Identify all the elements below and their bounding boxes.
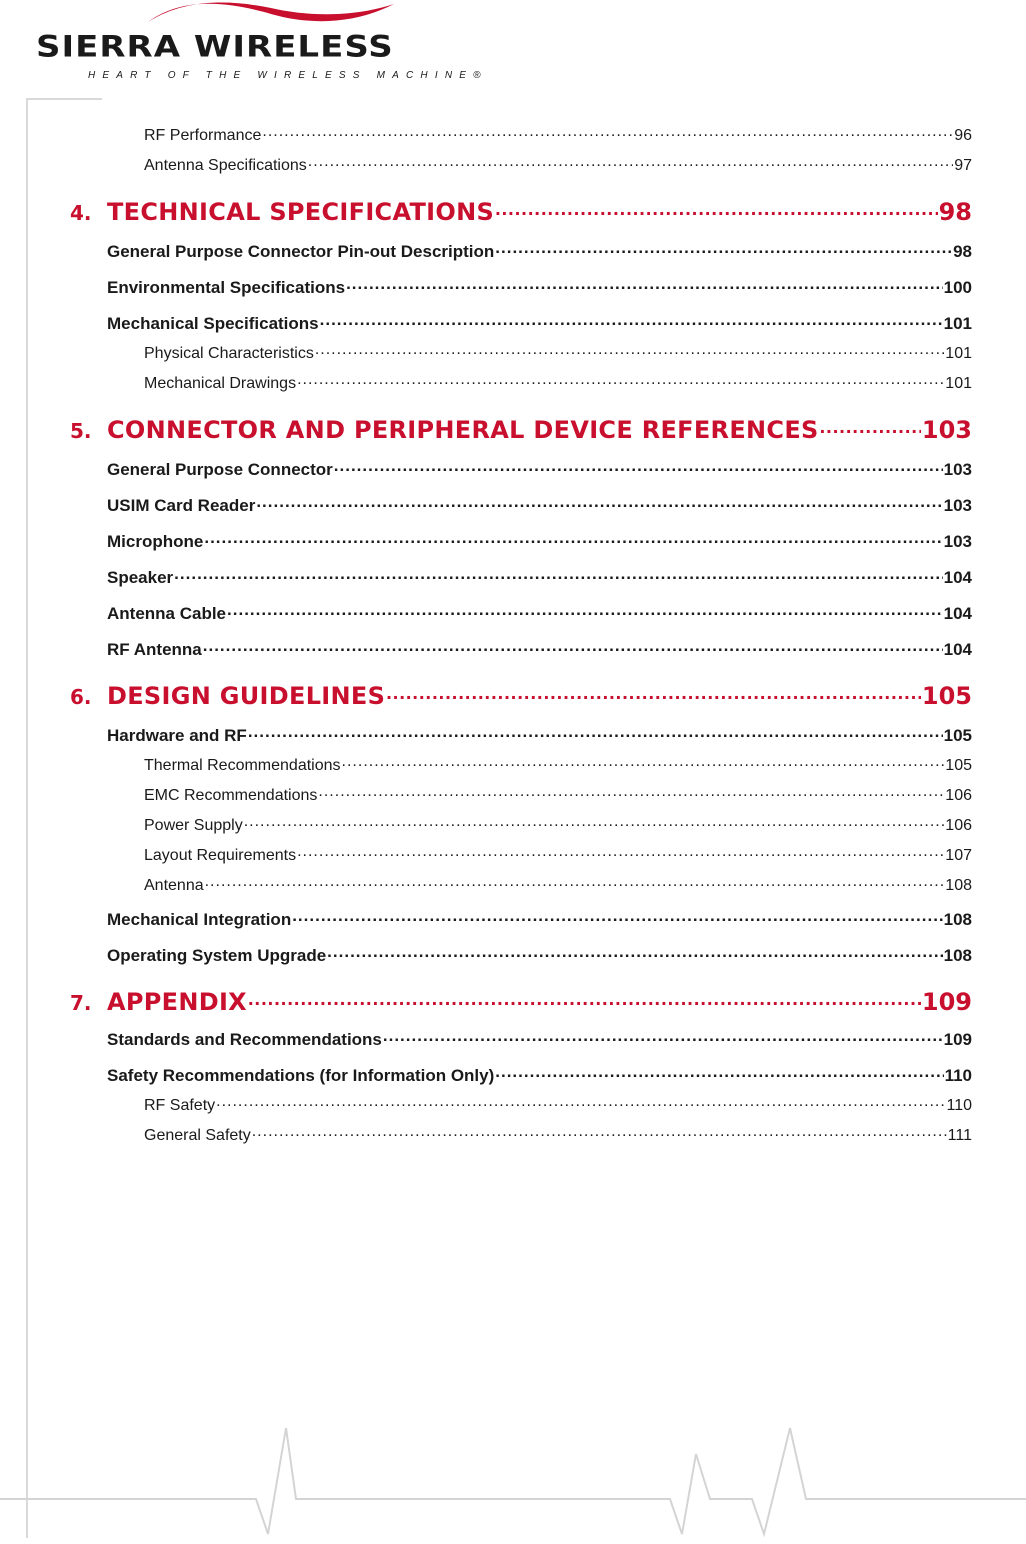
toc-section[interactable] — [107, 276, 972, 300]
toc-chapter-number: 5. — [70, 419, 92, 443]
toc-section[interactable] — [107, 240, 972, 264]
toc-leader-dots — [262, 124, 953, 140]
toc-section[interactable] — [107, 566, 972, 590]
toc-leader-dots — [342, 754, 945, 770]
toc-entry-title: Standards and Recommendations — [107, 1030, 382, 1049]
toc-chapter[interactable] — [70, 680, 972, 712]
toc-section[interactable] — [107, 602, 972, 626]
toc-leader-dots — [174, 566, 942, 583]
toc-entry-title: General Safety — [144, 1127, 251, 1144]
toc-page-number: 108 — [943, 910, 972, 929]
toc-page-number: 98 — [953, 242, 972, 261]
toc-leader-dots — [292, 908, 942, 925]
toc-entry-title: Layout Requirements — [144, 847, 297, 864]
toc-leader-dots — [820, 414, 921, 438]
sierra-wireless-logo — [36, 0, 488, 90]
toc-section[interactable] — [107, 1064, 972, 1088]
toc-page-number: 97 — [954, 157, 972, 174]
toc-chapter[interactable] — [70, 986, 972, 1018]
brand-name: SIERRA WIRELESS — [36, 30, 394, 64]
toc-chapter[interactable] — [70, 196, 972, 228]
toc-page-number: 106 — [945, 787, 972, 804]
toc-leader-dots — [204, 530, 942, 547]
toc-chapter[interactable] — [70, 414, 972, 446]
toc-entry-title: Antenna Specifications — [144, 157, 307, 174]
toc-subsection[interactable] — [144, 874, 972, 898]
toc-entry-title: Antenna Cable — [107, 604, 227, 623]
toc-entry-title: Hardware and RF — [107, 726, 247, 745]
toc-subsection[interactable] — [144, 784, 972, 808]
toc-leader-dots — [203, 638, 943, 655]
toc-entry-title: CONNECTOR AND PERIPHERAL DEVICE REFERENCES — [107, 416, 819, 444]
toc-page-number: 107 — [945, 847, 972, 864]
toc-leader-dots — [327, 944, 942, 961]
toc-section[interactable] — [107, 312, 972, 336]
toc-section[interactable] — [107, 458, 972, 482]
toc-entry-title: Antenna — [144, 877, 204, 894]
toc-entry-title: TECHNICAL SPECIFICATIONS — [107, 198, 495, 226]
toc-page-number: 103 — [943, 496, 972, 515]
toc-page-number: 105 — [921, 682, 972, 710]
toc-subsection[interactable] — [144, 124, 972, 148]
toc-section[interactable] — [107, 530, 972, 554]
toc-section[interactable] — [107, 944, 972, 968]
toc-leader-dots — [495, 196, 938, 220]
brand-tagline: HEART OF THE WIRELESS MACHINE® — [88, 70, 488, 81]
toc-page-number: 103 — [943, 460, 972, 479]
toc-page-number: 108 — [943, 946, 972, 965]
toc-entry-title: Power Supply — [144, 817, 243, 834]
toc-leader-dots — [297, 372, 944, 388]
toc-entry-title: General Purpose Connector Pin-out Description — [107, 242, 495, 261]
toc-leader-dots — [227, 602, 943, 619]
toc-chapter-number: 6. — [70, 685, 92, 709]
page-frame-left — [26, 98, 28, 1538]
toc-page-number: 101 — [945, 375, 972, 392]
toc-entry-title: Thermal Recommendations — [144, 757, 341, 774]
toc-entry-title: Physical Characteristics — [144, 345, 314, 362]
toc-page-number: 106 — [945, 817, 972, 834]
toc-entry-title: RF Performance — [144, 127, 262, 144]
logo-swoosh-icon — [146, 0, 396, 30]
toc-entry-title: General Purpose Connector — [107, 460, 333, 479]
toc-page-number: 98 — [938, 198, 972, 226]
toc-page-number: 104 — [943, 568, 972, 587]
toc-page-number: 108 — [945, 877, 972, 894]
toc-subsection[interactable] — [144, 372, 972, 396]
toc-leader-dots — [320, 312, 943, 329]
toc-subsection[interactable] — [144, 844, 972, 868]
toc-leader-dots — [334, 458, 943, 475]
toc-section[interactable] — [107, 494, 972, 518]
toc-leader-dots — [297, 844, 944, 860]
toc-page-number: 100 — [943, 278, 972, 297]
toc-page-number: 103 — [921, 416, 972, 444]
toc-entry-title: DESIGN GUIDELINES — [107, 682, 386, 710]
toc-leader-dots — [256, 494, 942, 511]
toc-subsection[interactable] — [144, 154, 972, 178]
toc-entry-title: APPENDIX — [107, 988, 247, 1016]
toc-chapter-number: 4. — [70, 201, 92, 225]
toc-section[interactable] — [107, 638, 972, 662]
page-frame-top — [26, 98, 102, 100]
toc-page-number: 101 — [943, 314, 972, 333]
toc-entry-title: RF Antenna — [107, 640, 202, 659]
heartbeat-line-icon — [0, 1420, 1026, 1544]
toc-entry-title: Environmental Specifications — [107, 278, 346, 297]
toc-page-number: 105 — [943, 726, 972, 745]
toc-page-number: 101 — [945, 345, 972, 362]
toc-page-number: 109 — [943, 1030, 972, 1049]
toc-page-number: 104 — [943, 640, 972, 659]
toc-entry-title: EMC Recommendations — [144, 787, 318, 804]
toc-leader-dots — [315, 342, 944, 358]
toc-leader-dots — [495, 240, 952, 257]
toc-entry-title: Microphone — [107, 532, 204, 551]
toc-entry-title: Mechanical Integration — [107, 910, 292, 929]
toc-subsection[interactable] — [144, 1094, 972, 1118]
toc-leader-dots — [495, 1064, 943, 1081]
toc-page-number: 110 — [946, 1097, 972, 1114]
toc-subsection[interactable] — [144, 1124, 972, 1148]
toc-page-number: 111 — [947, 1127, 972, 1144]
toc-leader-dots — [216, 1094, 945, 1110]
toc-leader-dots — [318, 784, 944, 800]
toc-entry-title: Mechanical Drawings — [144, 375, 297, 392]
toc-leader-dots — [248, 986, 921, 1010]
toc-leader-dots — [205, 874, 945, 890]
toc-subsection[interactable] — [144, 754, 972, 778]
toc-page-number: 105 — [945, 757, 972, 774]
toc-chapter-number: 7. — [70, 991, 92, 1015]
toc-entry-title: Mechanical Specifications — [107, 314, 319, 333]
toc-entry-title: USIM Card Reader — [107, 496, 256, 515]
toc-leader-dots — [383, 1028, 943, 1045]
toc-page-number: 96 — [954, 127, 972, 144]
toc-entry-title: Operating System Upgrade — [107, 946, 327, 965]
toc-entry-title: Safety Recommendations (for Information Only) — [107, 1066, 495, 1085]
toc-leader-dots — [248, 724, 943, 741]
toc-subsection[interactable] — [144, 814, 972, 838]
toc-entry-title: RF Safety — [144, 1097, 216, 1114]
toc-section[interactable] — [107, 724, 972, 748]
toc-section[interactable] — [107, 908, 972, 932]
toc-page-number: 104 — [943, 604, 972, 623]
toc-section[interactable] — [107, 1028, 972, 1052]
toc-entry-title: Speaker — [107, 568, 174, 587]
toc-leader-dots — [308, 154, 953, 170]
toc-subsection[interactable] — [144, 342, 972, 366]
toc-page-number: 109 — [921, 988, 972, 1016]
toc-leader-dots — [386, 680, 921, 704]
toc-page-number: 110 — [944, 1066, 972, 1085]
toc-leader-dots — [244, 814, 945, 830]
toc-leader-dots — [346, 276, 943, 293]
toc-page-number: 103 — [943, 532, 972, 551]
toc-leader-dots — [252, 1124, 947, 1140]
